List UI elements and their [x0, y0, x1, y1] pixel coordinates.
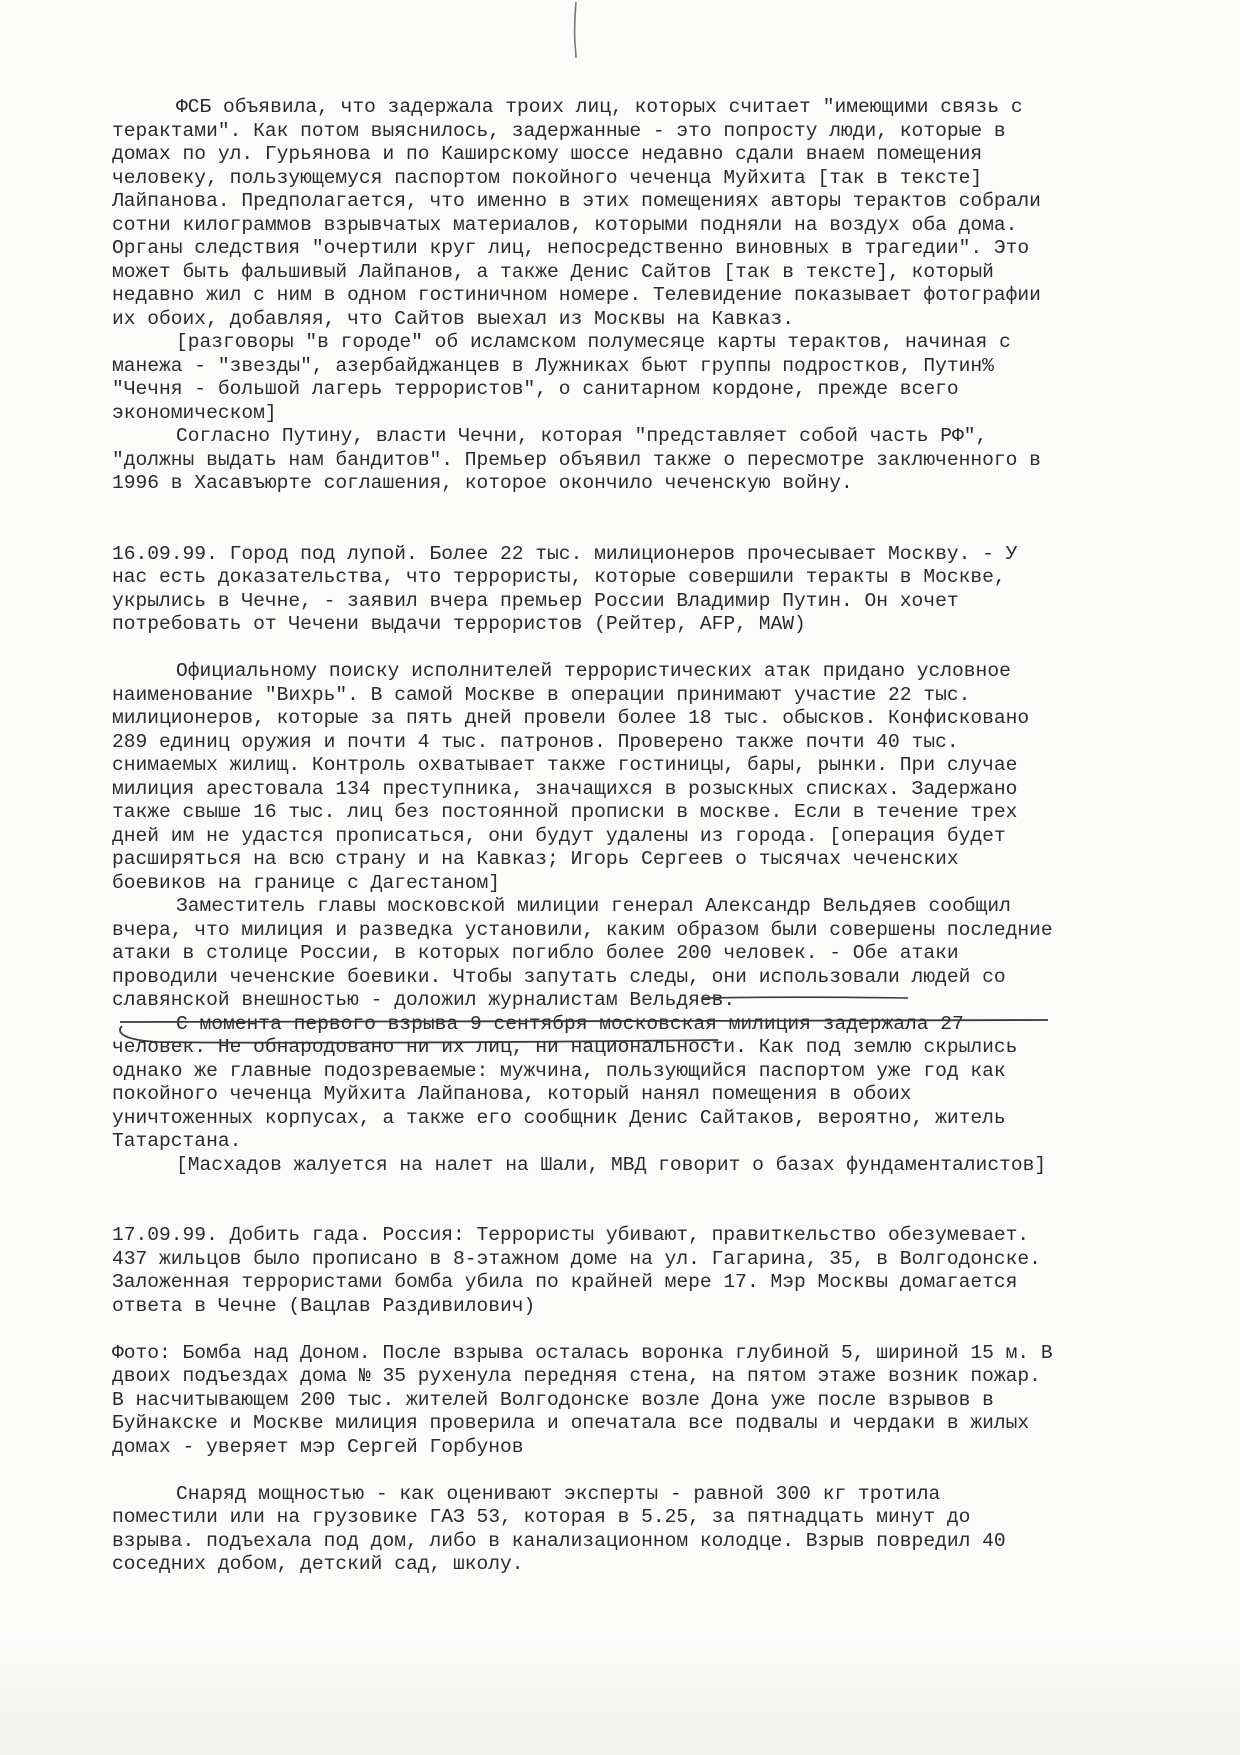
text-line: милиционеров, которые за пять дней провели более 18 тыс. обысков. Конфисковано	[112, 707, 1030, 729]
paragraph-fsb-detention	[112, 96, 1122, 331]
text-line: В насчитывающем 200 тыс. жителей Волгодонске возле Дона уже после взрывов в	[112, 1388, 994, 1411]
text-line: 1996 в Хасавъюрте соглашения, которое окончило чеченскую войну.	[112, 472, 853, 494]
text-line: 17.09.99. Добить гада. Россия: Террористы убивают, правиткельство обезумевает.	[112, 1224, 1030, 1246]
paragraph-detained-27	[112, 1013, 1122, 1154]
text-line: "должны выдать нам бандитов". Премьер объявил также о пересмотре заключенного в	[112, 448, 1041, 471]
text-line: терактами". Как потом выяснилось, задержанные - это попросту люди, которые в	[112, 119, 1006, 142]
text-line: С момента первого взрыва 9 сентября московская милиция задержала 27	[176, 1012, 964, 1035]
text-line: [Масхадов жалуется на налет на Шали, МВД говорит о базах фундаменталистов]	[176, 1153, 1047, 1176]
text-line: Татарстана.	[112, 1130, 242, 1152]
text-line: 437 жильцов было прописано в 8-этажном доме на ул. Гагарина, 35, в Волгодонске.	[112, 1247, 1041, 1270]
text-line: двоих подъездах дома № 35 рухенула передняя стена, на пятом этаже возник пожар.	[112, 1365, 1041, 1387]
text-line: сотни килограммов взрывчатых материалов, которыми подняли на воздух оба дома.	[112, 213, 1018, 236]
paragraph-bomb-charge	[112, 1483, 1122, 1577]
text-line: вчера, что милиция и разведка установили, каким образом были совершены последние	[112, 918, 1053, 941]
spacer	[112, 637, 1122, 661]
text-line: ФСБ объявила, что задержала троих лиц, которых считает "имеющими связь с	[176, 96, 1023, 118]
paragraph-putin-demands	[112, 425, 1122, 496]
text-line: потребовать от Чечени выдачи террористов (Рейтер, AFP, MAW)	[112, 613, 806, 635]
text-line: однако же главные подозреваемые: мужчина, пользующийся паспортом уже год как	[112, 1059, 1006, 1082]
text-line: снимаемых жилищ. Контроль охватывает также гостиницы, бары, рынки. При случае	[112, 754, 1018, 776]
text-line: их обоих, добавляя, что Сайтов выехал из Москвы на Кавказ.	[112, 307, 794, 330]
paragraph-operation-vikhr	[112, 660, 1122, 895]
text-line: покойного чеченца Муйхита Лайпанова, который нанял помещения в обоих	[112, 1083, 912, 1105]
paragraph-16-09-99-headline	[112, 543, 1122, 637]
spacer	[112, 1459, 1122, 1483]
spacer	[112, 1318, 1122, 1342]
text-line: Буйнакске и Москве милиция проверила и опечатала все подвалы и чердаки в жилых	[112, 1412, 1030, 1434]
text-line: экономическом]	[112, 401, 277, 424]
text-line: расширяться на всю страну и на Кавказ; Игорь Сергеев о тысячах чеченских	[112, 848, 959, 870]
text-line: соседних добом, детский сад, школу.	[112, 1553, 524, 1575]
text-line: домах - уверяет мэр Сергей Горбунов	[112, 1435, 524, 1458]
text-line: [разговоры "в городе" об исламском полумесяце карты терактов, начиная с	[176, 331, 1011, 353]
spacer	[112, 496, 1122, 543]
text-line: проводили чеченские боевики. Чтобы запутать следы, они использовали людей со	[112, 965, 1006, 988]
text-line: Снаряд мощностью - как оценивают эксперты - равной 300 кг тротила	[176, 1482, 941, 1505]
text-line: наименование "Вихрь". В самой Москве в операции принимают участие 22 тыс.	[112, 683, 971, 706]
text-line: Заместитель главы московской милиции генерал Александр Вельдяев сообщил	[176, 895, 1011, 917]
text-line: 289 единиц оружия и почти 4 тыс. патронов. Проверено также почти 40 тыс.	[112, 730, 959, 753]
paragraph-17-09-99-headline	[112, 1224, 1122, 1318]
text-line: недавно жил с ним в одном гостиничном номере. Телевидение показывает фотографии	[112, 284, 1041, 306]
text-line: Лайпанова. Предполагается, что именно в этих помещениях авторы терактов собрали	[112, 190, 1041, 212]
text-line: укрылись в Чечне, - заявил вчера премьер России Владимир Путин. Он хочет	[112, 589, 959, 612]
text-line: "Чечня - большой лагерь террористов", о санитарном кордоне, прежде всего	[112, 378, 959, 400]
text-line: боевиков на границе с Дагестаном]	[112, 871, 501, 894]
text-line: атаки в столице России, в которых погибло более 200 человек. - Обе атаки	[112, 942, 959, 964]
text-line: милиция арестовала 134 преступника, значащихся в розыскных списках. Задержано	[112, 777, 1018, 800]
text-line: может быть фальшивый Лайпанов, а также Денис Сайтов [так в тексте], который	[112, 260, 994, 283]
text-line: манежа - "звезды", азербайджанцев в Лужниках бьют группы подростков, Путин%	[112, 354, 994, 377]
text-line: домах по ул. Гурьянова и по Каширскому шоссе недавно сдали внаем помещения	[112, 143, 983, 165]
paragraph-veldyaev-statement	[112, 895, 1122, 1013]
text-line: поместили или на грузовике ГАЗ 53, которая в 5.25, за пятнадцать минут до	[112, 1506, 971, 1528]
text-line: 16.09.99. Город под лупой. Более 22 тыс. милиционеров прочесывает Москву. - У	[112, 542, 1018, 565]
paragraph-maskhadov-note	[112, 1154, 1122, 1178]
paragraph-photo-caption	[112, 1342, 1122, 1460]
text-line: Заложенная террористами бомба убила по крайней мере 17. Мэр Москвы домагается	[112, 1271, 1018, 1293]
paragraph-city-rumors	[112, 331, 1122, 425]
text-line: человеку, пользующемуся паспортом покойного чеченца Муйхита [так в тексте]	[112, 166, 983, 189]
text-line: человек. Не обнародовано ни их лиц, ни национальности. Как под землю скрылись	[112, 1036, 1018, 1058]
text-line: Фото: Бомба над Доном. После взрыва осталась воронка глубиной 5, шириной 15 м. В	[112, 1341, 1053, 1364]
text-line: уничтоженных корпусах, а также его сообщник Денис Сайтаков, вероятно, житель	[112, 1106, 1006, 1129]
text-line: ответа в Чечне (Вацлав Раздивилович)	[112, 1294, 536, 1317]
document-body	[112, 96, 1122, 1577]
text-line: взрыва. подъехала под дом, либо в канализационном колодце. Взрыв повредил 40	[112, 1529, 1006, 1552]
text-line: также свыше 16 тыс. лиц без постоянной прописки в москве. Если в течение трех	[112, 801, 1018, 823]
text-line: нас есть доказательства, что террористы, которые совершили теракты в Москве,	[112, 566, 1006, 588]
text-line: Официальному поиску исполнителей террористических атак придано условное	[176, 660, 1011, 682]
text-line: Органы следствия "очертили круг лиц, непосредственно виновных в трагедии". Это	[112, 237, 1030, 259]
text-line: Согласно Путину, власти Чечни, которая "представляет собой часть РФ",	[176, 425, 988, 447]
text-line: дней им не удастся прописаться, они будут удалены из города. [операция будет	[112, 824, 1006, 847]
scan-shadow	[0, 1640, 1240, 1755]
spacer	[112, 1177, 1122, 1224]
text-line: славянской внешностью - доложил журналистам Вельдяев.	[112, 989, 736, 1011]
